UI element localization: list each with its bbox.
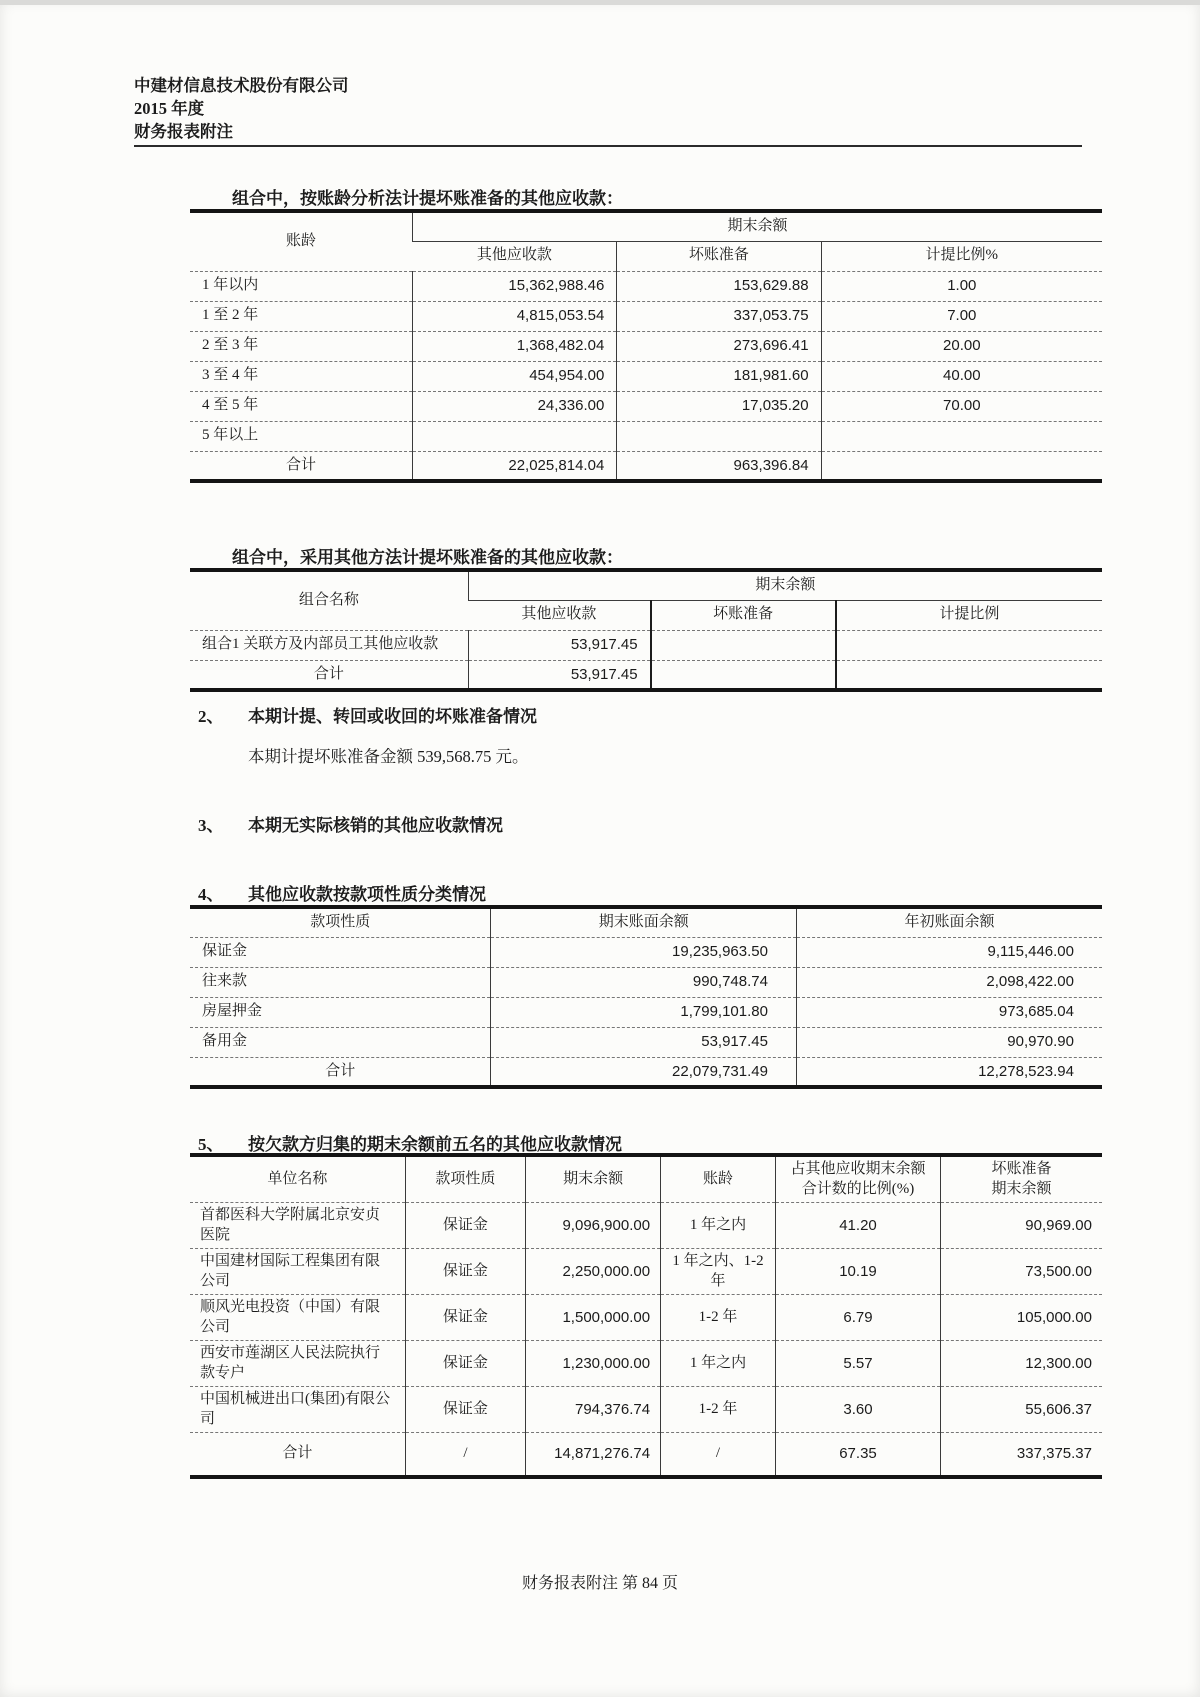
nature-classification-table — [190, 905, 1102, 1089]
unit-name-cell: 西安市莲湖区人民法院执行款专户 — [190, 1341, 405, 1387]
ratio-cell: 5.57 — [775, 1341, 940, 1387]
page-footer: 财务报表附注 第 84 页 — [521, 1575, 678, 1592]
bad-debt-header-line2: 期末余额 — [991, 1180, 1052, 1197]
table-row — [190, 331, 1102, 361]
nature-cell: 房屋押金 — [190, 997, 491, 1027]
column-header-ending-balance: 期末余额 — [526, 1155, 661, 1203]
table-total-row — [190, 1433, 1102, 1477]
table-total-row — [190, 451, 1102, 481]
portfolio-name-cell: 组合1 关联方及内部员工其他应收款 — [190, 630, 468, 660]
ratio-cell: 6.79 — [775, 1295, 940, 1341]
aging-cell: 1-2 年 — [661, 1387, 776, 1433]
balance-cell: 794,376.74 — [526, 1387, 661, 1433]
bad-debt-cell — [617, 421, 821, 451]
receivable-cell: 454,954.00 — [413, 361, 617, 391]
aging-cell: 1 年以内 — [190, 271, 413, 301]
total-bad-debt-cell: 337,375.37 — [941, 1433, 1102, 1477]
table-row — [190, 1295, 1102, 1341]
bad-debt-cell: 337,053.75 — [617, 301, 821, 331]
column-header-bad-debt-ending-balance — [941, 1155, 1102, 1203]
total-label-cell: 合计 — [190, 1433, 405, 1477]
aging-cell: 2 至 3 年 — [190, 331, 413, 361]
column-header-ending-book-balance: 期末账面余额 — [491, 907, 797, 937]
total-bad-debt-cell — [651, 660, 836, 690]
receivable-cell — [413, 421, 617, 451]
ratio-cell: 10.19 — [775, 1249, 940, 1295]
total-receivable-cell: 22,025,814.04 — [413, 451, 617, 481]
aging-cell: 4 至 5 年 — [190, 391, 413, 421]
balance-cell: 1,500,000.00 — [526, 1295, 661, 1341]
other-method-table-title: 组合中，采用其他方法计提坏账准备的其他应收款： — [232, 548, 623, 567]
header-rule — [134, 145, 1082, 147]
bad-debt-cell: 90,969.00 — [941, 1203, 1102, 1249]
doc-title: 财务报表附注 — [134, 122, 233, 141]
column-header-other-receivables: 其他应收款 — [413, 241, 617, 271]
total-ratio-cell — [836, 660, 1102, 690]
unit-name-cell: 顺风光电投资（中国）有限公司 — [190, 1295, 405, 1341]
receivable-cell: 4,815,053.54 — [413, 301, 617, 331]
column-header-other-receivables: 其他应收款 — [468, 600, 650, 630]
total-label-cell: 合计 — [190, 451, 413, 481]
percentage-header-line1: 占其他应收期末余额 — [790, 1161, 926, 1177]
table-row — [190, 1387, 1102, 1433]
other-method-table — [190, 568, 1102, 692]
total-nature-cell: / — [405, 1433, 525, 1477]
table-row — [190, 271, 1102, 301]
section-4-number: 4、 — [198, 885, 224, 904]
unit-name-cell: 中国机械进出口(集团)有限公司 — [190, 1387, 405, 1433]
nature-cell: 保证金 — [405, 1341, 525, 1387]
aging-table-title: 组合中，按账龄分析法计提坏账准备的其他应收款： — [232, 189, 623, 208]
receivable-cell: 24,336.00 — [413, 391, 617, 421]
ratio-cell: 20.00 — [821, 331, 1102, 361]
ending-balance-cell: 19,235,963.50 — [491, 937, 797, 967]
table-row — [190, 630, 1102, 660]
beginning-balance-cell: 9,115,446.00 — [796, 937, 1102, 967]
scan-edge-artifact — [0, 0, 1200, 5]
column-header-beginning-book-balance: 年初账面余额 — [796, 907, 1102, 937]
total-label-cell: 合计 — [190, 660, 468, 690]
percentage-header-line2: 合计数的比例(%) — [801, 1180, 915, 1197]
nature-cell: 往来款 — [190, 967, 491, 997]
table-row — [190, 301, 1102, 331]
column-header-nature: 款项性质 — [310, 914, 371, 930]
table-header-row — [190, 907, 1102, 937]
table-row — [190, 391, 1102, 421]
column-header-nature: 款项性质 — [405, 1155, 525, 1203]
column-group-ending-balance: 期末余额 — [413, 211, 1102, 241]
ratio-cell — [821, 421, 1102, 451]
aging-cell: 1 至 2 年 — [190, 301, 413, 331]
section-2-body: 本期计提坏账准备金额 539,568.75 元。 — [248, 747, 529, 766]
section-2-heading — [198, 702, 1098, 727]
ending-balance-cell: 53,917.45 — [491, 1027, 797, 1057]
column-group-ending-balance: 期末余额 — [468, 570, 1102, 600]
total-beginning-balance-cell: 12,278,523.94 — [796, 1057, 1102, 1087]
aging-cell: 1-2 年 — [661, 1295, 776, 1341]
bad-debt-header-line1: 坏账准备 — [991, 1161, 1052, 1177]
ratio-cell: 3.60 — [775, 1387, 940, 1433]
section-5-title: 按欠款方归集的期末余额前五名的其他应收款情况 — [248, 1135, 622, 1154]
table-header-row — [190, 570, 1102, 600]
column-header-unit-name: 单位名称 — [267, 1170, 328, 1187]
top-five-debtors-table — [190, 1153, 1102, 1479]
table-row — [190, 1027, 1102, 1057]
section-2-number: 2、 — [198, 707, 224, 726]
column-header-portfolio-name: 组合名称 — [298, 592, 359, 608]
aging-cell: 5 年以上 — [190, 421, 413, 451]
section-3-title: 本期无实际核销的其他应收款情况 — [248, 816, 503, 835]
total-balance-cell: 14,871,276.74 — [526, 1433, 661, 1477]
column-header-percentage-of-total — [775, 1155, 940, 1203]
total-ratio-cell: 67.35 — [775, 1433, 940, 1477]
table-row — [190, 421, 1102, 451]
total-label-cell: 合计 — [190, 1057, 491, 1087]
aging-analysis-table — [190, 209, 1102, 483]
column-header-aging: 账龄 — [286, 233, 317, 249]
receivable-cell: 53,917.45 — [468, 630, 650, 660]
unit-name-cell: 中国建材国际工程集团有限公司 — [190, 1249, 405, 1295]
section-2-title: 本期计提、转回或收回的坏账准备情况 — [248, 707, 537, 726]
total-receivable-cell: 53,917.45 — [468, 660, 650, 690]
total-aging-cell: / — [661, 1433, 776, 1477]
bad-debt-cell — [651, 630, 836, 660]
table-row — [190, 1341, 1102, 1387]
receivable-cell: 15,362,988.46 — [413, 271, 617, 301]
aging-cell: 1 年之内、1-2 年 — [661, 1249, 776, 1295]
receivable-cell: 1,368,482.04 — [413, 331, 617, 361]
aging-cell: 3 至 4 年 — [190, 361, 413, 391]
beginning-balance-cell: 2,098,422.00 — [796, 967, 1102, 997]
column-header-provision-ratio: 计提比例% — [821, 241, 1102, 271]
bad-debt-cell: 105,000.00 — [941, 1295, 1102, 1341]
section-3-heading — [198, 811, 1098, 836]
table-header-row — [190, 211, 1102, 241]
balance-cell: 2,250,000.00 — [526, 1249, 661, 1295]
nature-cell: 保证金 — [190, 937, 491, 967]
bad-debt-cell: 153,629.88 — [617, 271, 821, 301]
unit-name-cell: 首都医科大学附属北京安贞医院 — [190, 1203, 405, 1249]
ratio-cell: 40.00 — [821, 361, 1102, 391]
report-year: 2015 年度 — [134, 99, 205, 118]
column-header-bad-debt-provision: 坏账准备 — [651, 600, 836, 630]
nature-cell: 保证金 — [405, 1203, 525, 1249]
table-row — [190, 361, 1102, 391]
total-ending-balance-cell: 22,079,731.49 — [491, 1057, 797, 1087]
table-total-row — [190, 660, 1102, 690]
ratio-cell: 41.20 — [775, 1203, 940, 1249]
bad-debt-cell: 181,981.60 — [617, 361, 821, 391]
bad-debt-cell: 17,035.20 — [617, 391, 821, 421]
ratio-cell — [836, 630, 1102, 660]
table-row — [190, 1203, 1102, 1249]
bad-debt-cell: 73,500.00 — [941, 1249, 1102, 1295]
ratio-cell: 70.00 — [821, 391, 1102, 421]
table-row — [190, 997, 1102, 1027]
ratio-cell: 7.00 — [821, 301, 1102, 331]
bad-debt-cell: 273,696.41 — [617, 331, 821, 361]
company-name: 中建材信息技术股份有限公司 — [134, 76, 349, 95]
column-header-bad-debt-provision: 坏账准备 — [617, 241, 821, 271]
total-bad-debt-cell: 963,396.84 — [617, 451, 821, 481]
nature-cell: 备用金 — [190, 1027, 491, 1057]
bad-debt-cell: 55,606.37 — [941, 1387, 1102, 1433]
nature-cell: 保证金 — [405, 1295, 525, 1341]
table-row — [190, 967, 1102, 997]
total-ratio-cell — [821, 451, 1102, 481]
beginning-balance-cell: 973,685.04 — [796, 997, 1102, 1027]
page-header — [134, 74, 349, 143]
ending-balance-cell: 1,799,101.80 — [491, 997, 797, 1027]
nature-cell: 保证金 — [405, 1387, 525, 1433]
section-3-number: 3、 — [198, 816, 224, 835]
section-4-title: 其他应收款按款项性质分类情况 — [248, 885, 486, 904]
balance-cell: 9,096,900.00 — [526, 1203, 661, 1249]
ratio-cell: 1.00 — [821, 271, 1102, 301]
nature-cell: 保证金 — [405, 1249, 525, 1295]
table-row — [190, 1249, 1102, 1295]
balance-cell: 1,230,000.00 — [526, 1341, 661, 1387]
column-header-provision-ratio: 计提比例 — [836, 600, 1102, 630]
section-5-heading — [198, 1130, 1098, 1155]
table-header-row — [190, 1155, 1102, 1203]
aging-cell: 1 年之内 — [661, 1341, 776, 1387]
beginning-balance-cell: 90,970.90 — [796, 1027, 1102, 1057]
ending-balance-cell: 990,748.74 — [491, 967, 797, 997]
column-header-aging: 账龄 — [661, 1155, 776, 1203]
table-row — [190, 937, 1102, 967]
bad-debt-cell: 12,300.00 — [941, 1341, 1102, 1387]
section-4-heading — [198, 880, 1098, 905]
table-total-row — [190, 1057, 1102, 1087]
aging-cell: 1 年之内 — [661, 1203, 776, 1249]
section-5-number: 5、 — [198, 1135, 224, 1154]
